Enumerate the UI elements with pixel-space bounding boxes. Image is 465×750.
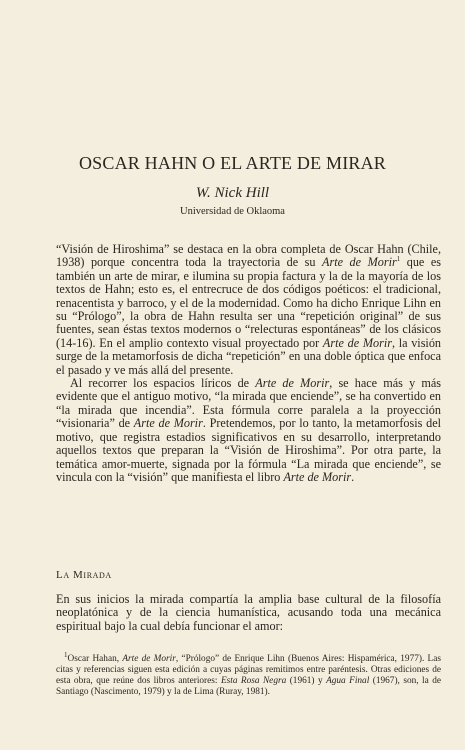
work-title: Arte de Morir	[283, 469, 352, 484]
paragraph-text: .	[351, 469, 355, 484]
section-body	[56, 593, 441, 633]
work-title: Arte de Morir	[255, 376, 330, 391]
article-body	[56, 243, 441, 484]
footnote-text: Oscar Hahan,	[67, 654, 123, 664]
paragraph-text: “Visión de Hiroshima” se destaca en la obra completa de Oscar Hahn (Chile, 1938) porque concentra toda la trayectoria de su	[56, 242, 441, 270]
work-title: Agua Final	[326, 676, 370, 687]
section-heading: La Mirada	[56, 569, 112, 581]
footnote-text: , “Prólogo” de Enrique Lihn (Buenos Aires: Hispamérica, 1977). Las citas y referencias siguen esta edición a cuyas páginas remitimos entre paréntesis. Otras ediciones de esta obra, que reúne dos libros anteriores:	[56, 654, 441, 687]
footnote-marker: 1	[396, 255, 401, 264]
work-title: Esta Rosa Negra	[220, 676, 287, 687]
work-title: Arte de Morir	[322, 255, 397, 270]
paragraph-2	[56, 377, 441, 484]
article-title: OSCAR HAHN O EL ARTE DE MIRAR	[78, 153, 387, 173]
paragraph-text: , la visión surge de la metamorfosis de dicha “repetición” en una doble óptica que enfoca el pasado y ve más allá del presente.	[56, 335, 442, 377]
footnote-text: (1961) y	[286, 676, 327, 687]
work-title: Arte de Morir	[122, 654, 176, 664]
paragraph-1	[56, 243, 441, 377]
footnote-text: (1967), son, la de Santiago (Nascimento, 1979) y la de Lima (Ruray, 1981).	[56, 676, 441, 698]
work-title: Arte de Morir	[322, 335, 392, 350]
paragraph-text: , se hace más y más evidente que el antiguo motivo, “la mirada que enciende”, se ha convertido en “la mirada que incendia”. Esta fórmula corre paralela a la proyección “visionaria” de	[56, 376, 441, 431]
paragraph-text: . Pretendemos, por lo tanto, la metamorfosis del motivo, que registra estadios significativos en su desarrollo, interpretando aquellos textos que preparan la “Visión de Hiroshima”. Por otra parte, la temática amor-muerte, signada por la fórmula “La mirada que enciende”, se vincula con la “visión” que manifiesta el libro	[56, 416, 441, 484]
footnote	[56, 650, 441, 698]
article-author: W. Nick Hill	[195, 185, 270, 201]
paragraph-3: En sus inicios la mirada compartía la amplia base cultural de la filosofía neoplatónica y de la ciencia humanística, acusando toda una mecánica espiritual bajo la cual debía funcionar el amor:	[56, 592, 441, 633]
paragraph-text: Al recorrer los espacios líricos de	[70, 376, 256, 391]
footnote-number: 1	[64, 650, 68, 659]
author-affiliation: Universidad de Oklaoma	[180, 206, 285, 217]
work-title: Arte de Morir	[133, 416, 203, 431]
paragraph-text: que es también un arte de mirar, e ilumina su propia factura y la de la mayoría de los textos de Hahn; esto es, el entrecruce de dos códigos poéticos: el tradicional, renacentista y barroco, y el de la modernidad. Como ha dicho Enrique Lihn en su “Prólogo”, la obra de Hahn resulta ser una “repetición original” de sus fuentes, sean éstas textos modernos o “relecturas espontáneas” de los clásicos (14-16). En el amplio contexto visual proyectado por	[56, 255, 441, 350]
